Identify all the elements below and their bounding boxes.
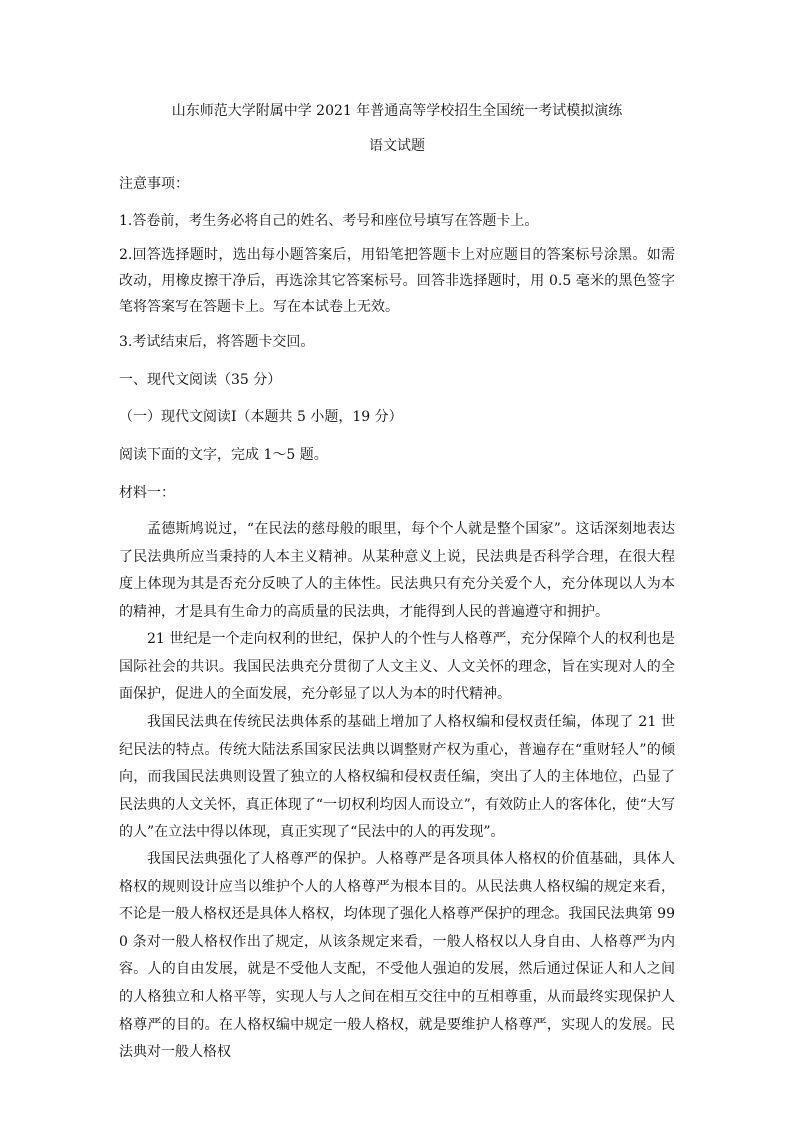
exam-subtitle: 语文试题 [369, 138, 425, 154]
notice-item-3: 3.考试结束后，将答题卡交回。 [119, 334, 315, 350]
notice-item-2: 2.回答选择题时，选出每小题答案后，用铅笔把答题卡上对应题目的答案标号涂黑。如需改动，用橡皮擦干净后，再选涂其它答案标号。回答非选择题时，用 0.5 毫米的黑色签字笔将答案写在答题卡上。写在本试卷上无效。 [119, 247, 675, 315]
paragraph-4: 我国民法典强化了人格尊严的保护。人格尊严是各项具体人格权的价值基础，具体人格权的规则设计应当以维护个人的人格尊严为根本目的。从民法典人格权编的规定来看，不论是一般人格权还是具体人格权，均体现了强化人格尊严保护的理念。我国民法典第 990 条对一般人格权作出了规定，从该条规定来看，一般人格权以人身自由、人格尊严为内容。人的自由发展，就是不受他人支配，不受他人强迫的发展，然后通过保证人和人之间的人格独立和人格平等，实现人与人之间在相互交往中的互相尊重，从而最终实现保护人格尊严的目的。在人格权编中规定一般人格权，就是要维护人格尊严，实现人的发展。民法典对一般人格权 [119, 851, 675, 1061]
exam-title: 山东师范大学附属中学 2021 年普通高等学校招生全国统一考试模拟演练 [171, 103, 623, 119]
notice-item-1: 1.答卷前，考生务必将自己的姓名、考号和座位号填写在答题卡上。 [119, 213, 539, 229]
section-subheading: （一）现代文阅读Ⅰ（本题共 5 小题，19 分） [119, 409, 403, 425]
paragraph-1: 孟德斯鸠说过，“在民法的慈母般的眼里，每个个人就是整个国家”。这话深刻地表达了民法典所应当秉持的人本主义精神。从某种意义上说，民法典是否科学合理，在很大程度上体现为其是否充分反映了人的主体性。民法典只有充分关爱个人，充分体现以人为本的精神，才是具有生命力的高质量的民法典，才能得到人民的普遍遵守和拥护。 [119, 521, 675, 620]
reading-instruction: 阅读下面的文字，完成 1～5 题。 [119, 447, 328, 463]
paragraph-3: 我国民法典在传统民法典体系的基础上增加了人格权编和侵权责任编，体现了 21 世纪民法的特点。传统大陆法系国家民法典以调整财产权为重心，普遍存在“重财轻人”的倾向，而我国民法典则设置了独立的人格权编和侵权责任编，突出了人的主体地位，凸显了民法典的人文关怀，真正体现了“一切权利均因人而设立”，有效防止人的客体化，使“大写的人”在立法中得以体现，真正实现了“民法中的人的再发现”。 [119, 714, 675, 841]
material-label: 材料一： [119, 485, 175, 501]
section-heading: 一、现代文阅读（35 分） [119, 372, 282, 388]
notice-heading: 注意事项： [119, 176, 189, 192]
paragraph-2: 21 世纪是一个走向权利的世纪，保护人的个性与人格尊严，充分保障个人的权利也是国际社会的共识。我国民法典充分贯彻了人文主义、人文关怀的理念，旨在实现对人的全面保护，促进人的全面发展，充分彰显了以人为本的时代精神。 [119, 631, 675, 703]
